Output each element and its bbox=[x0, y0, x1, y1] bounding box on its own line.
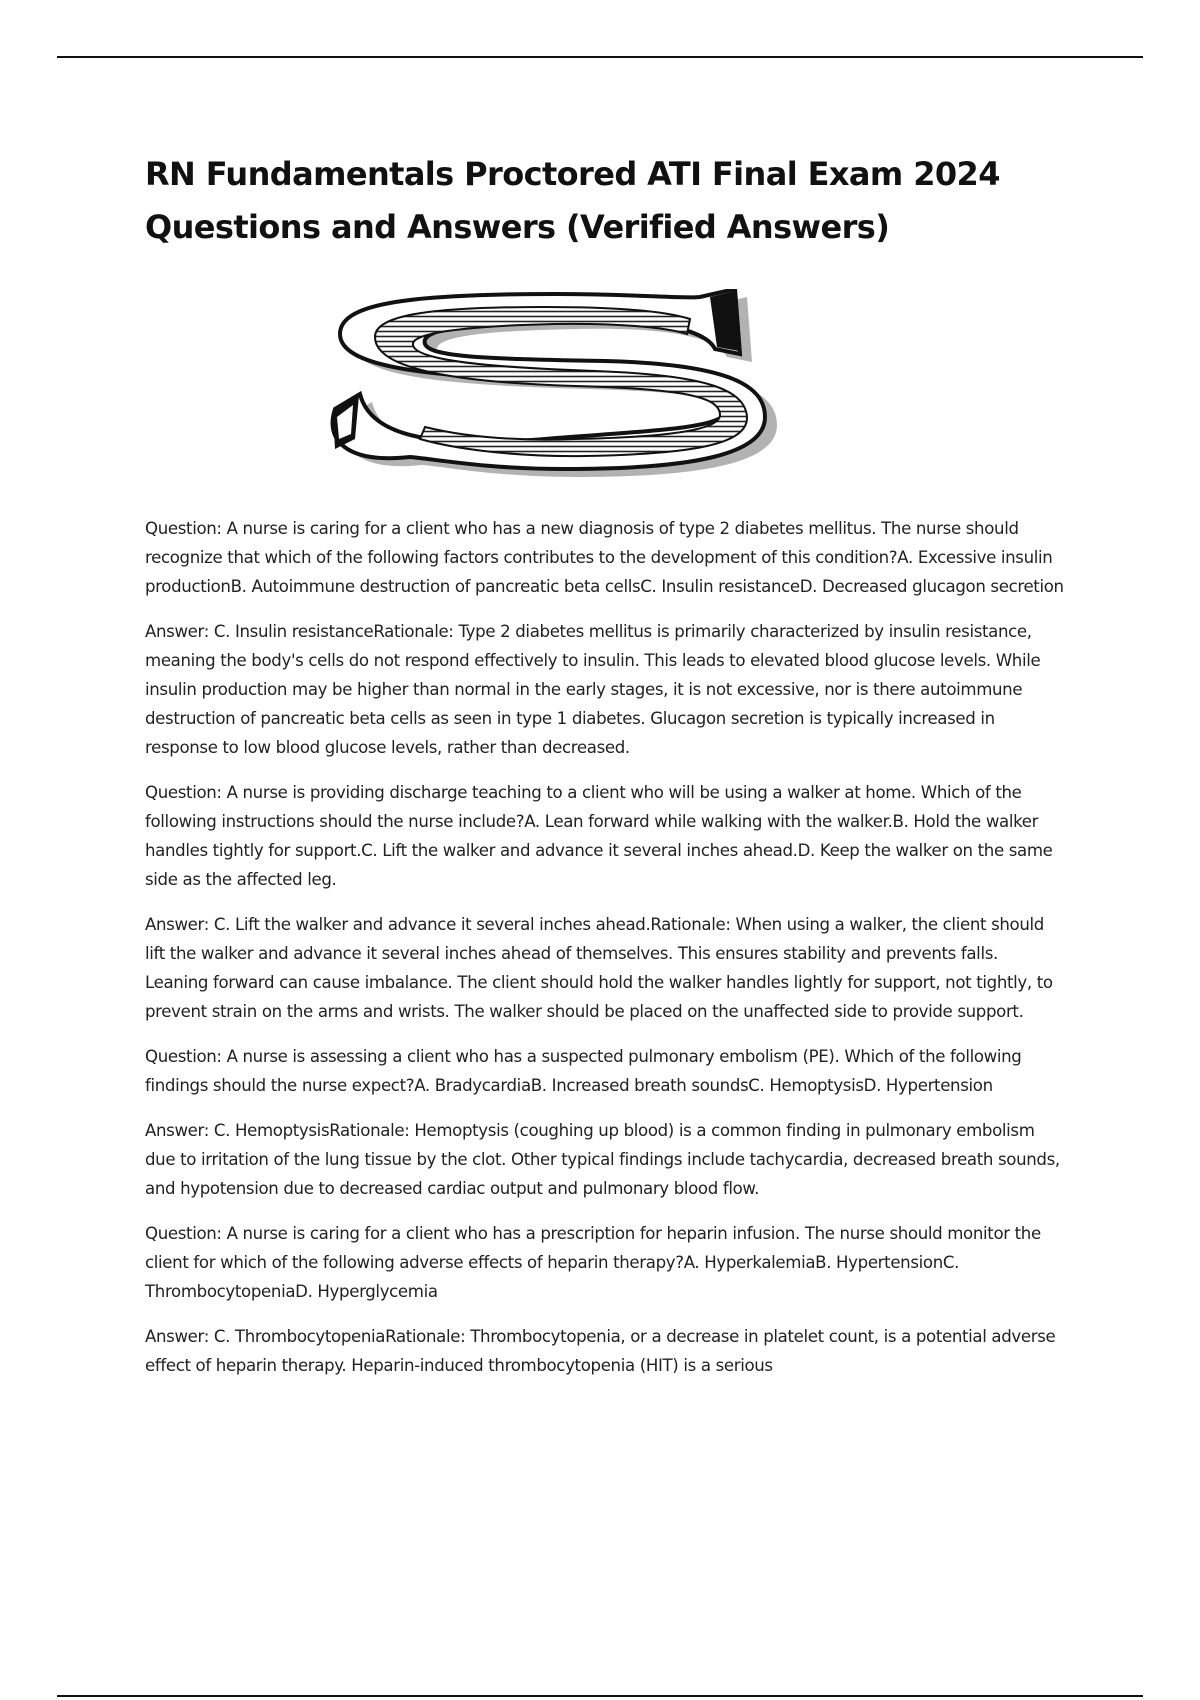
question-3: Question: A nurse is assessing a client who has a suspected pulmonary embolism (PE). Which of the following findings should the nurse expect?A. BradycardiaB. Increased breath soundsC. HemoptysisD. Hypertension bbox=[145, 1047, 1022, 1095]
document-title bbox=[145, 148, 1065, 254]
answer-2: Answer: C. Lift the walker and advance it several inches ahead.Rationale: When using a walker, the client should lift the walker and advance it several inches ahead of themselves. This ensures stability and prevents falls. Leaning forward can cause imbalance. The client should hold the walker handles lightly for support, not tightly, to prevent strain on the arms and wrists. The walker should be placed on the unaffected side to provide support. bbox=[145, 915, 1053, 1021]
answer-3: Answer: C. HemoptysisRationale: Hemoptysis (coughing up blood) is a common finding in pulmonary embolism due to irritation of the lung tissue by the clot. Other typical findings include tachycardia, decreased breath sounds, and hypotension due to decreased cardiac output and pulmonary blood flow. bbox=[145, 1121, 1060, 1198]
question-2: Question: A nurse is providing discharge teaching to a client who will be using a walker at home. Which of the following instructions should the nurse include?A. Lean forward while walking with the walker.B. Hold the walker handles tightly for support.C. Lift the walker and advance it several inches ahead.D. Keep the walker on the same side as the affected leg. bbox=[145, 783, 1053, 889]
question-answer-list bbox=[145, 514, 1065, 1380]
document-page bbox=[145, 148, 1065, 1396]
bottom-divider bbox=[57, 1695, 1143, 1697]
document-title-line-2: Questions and Answers (Verified Answers) bbox=[145, 208, 890, 246]
question-4: Question: A nurse is caring for a client who has a prescription for heparin infusion. The nurse should monitor the client for which of the following adverse effects of heparin therapy?A. HyperkalemiaB. HypertensionC. ThrombocytopeniaD. Hyperglycemia bbox=[145, 1224, 1041, 1301]
decorative-letter-s-icon bbox=[315, 289, 805, 484]
answer-1: Answer: C. Insulin resistanceRationale: Type 2 diabetes mellitus is primarily characterized by insulin resistance, meaning the body's cells do not respond effectively to insulin. This leads to elevated blood glucose levels. While insulin production may be higher than normal in the early stages, it is not excessive, nor is there autoimmune destruction of pancreatic beta cells as seen in type 1 diabetes. Glucagon secretion is typically increased in response to low blood glucose levels, rather than decreased. bbox=[145, 622, 1041, 757]
answer-4: Answer: C. ThrombocytopeniaRationale: Thrombocytopenia, or a decrease in platelet count, is a potential adverse effect of heparin therapy. Heparin-induced thrombocytopenia (HIT) is a serious bbox=[145, 1327, 1056, 1375]
question-1: Question: A nurse is caring for a client who has a new diagnosis of type 2 diabetes mellitus. The nurse should recognize that which of the following factors contributes to the development of this condition?A. Excessive insulin productionB. Autoimmune destruction of pancreatic beta cellsC. Insulin resistanceD. Decreased glucagon secretion bbox=[145, 519, 1064, 596]
document-title-line-1: RN Fundamentals Proctored ATI Final Exam 2024 bbox=[145, 155, 1000, 193]
top-divider bbox=[57, 56, 1143, 58]
